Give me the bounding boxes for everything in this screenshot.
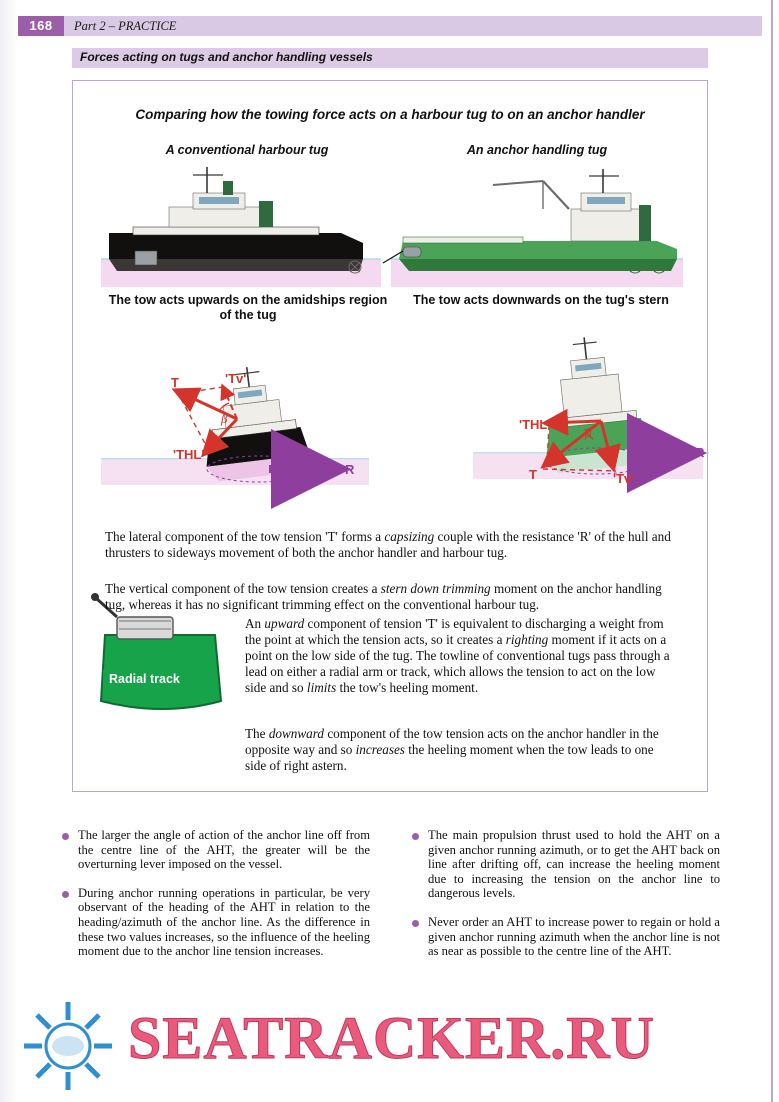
svg-text:β: β — [585, 425, 592, 440]
svg-text:'THL': 'THL' — [173, 447, 205, 462]
p1-part-b: couple with the resistance 'R' of the hull and thrusters to sideways movement of both the anchor handler and harbour tug. — [105, 529, 671, 560]
svg-text:R: R — [345, 462, 355, 477]
p3-part-a: An — [245, 616, 265, 631]
p3-italic-3: limits — [306, 680, 337, 695]
p4-part-b: component of the tow tension acts on the anchor handler in the opposite way and so — [245, 726, 659, 757]
section-banner-label: Forces acting on tugs and anchor handling vessels — [80, 50, 373, 64]
harbour-tug-force-diagram — [101, 361, 369, 485]
sun-logo-icon — [8, 996, 128, 1096]
list-item: During anchor running operations in particular, be very observant of the heading of the AHT in relation to the heading/azimuth of the anchor line. As the difference in these two values increases, so the influence of the heeling moment due to the anchor line tension increases. — [60, 886, 370, 959]
svg-text:'Tv': 'Tv' — [613, 471, 635, 486]
p3-italic-1: upward — [264, 616, 305, 631]
p3-part-c: moment if it acts on a point on the low side of the tug. The towline of conventional tugs pass through a lead on either a radial arm or track, which allows the tension to act on the low side and so — [245, 632, 670, 695]
p4-italic-1: downward — [268, 726, 325, 741]
p4-italic-2: increases — [355, 742, 405, 757]
p2-part-a: The vertical component of the tow tension creates a — [105, 581, 381, 596]
figure-subtitle-left: A conventional harbour tug — [165, 143, 329, 157]
list-item: The main propulsion thrust used to hold the AHT on a given anchor running azimuth, or to get the AHT back on line after drifting off, can increase the heeling moment due to increasing the tension on the anchor line to dangerous levels. — [410, 828, 720, 901]
svg-text:T: T — [529, 467, 537, 482]
harbour-tug-profile — [101, 167, 381, 287]
section-banner — [72, 48, 708, 68]
watermark — [0, 988, 779, 1098]
running-head — [18, 16, 762, 36]
p3-italic-2: righting — [505, 632, 549, 647]
bullet-column-left — [60, 828, 370, 973]
list-item: The larger the angle of action of the anchor line off from the centre line of the AHT, the greater will be the overturning lever imposed on the vessel. — [60, 828, 370, 872]
p2-italic: stern down trimming — [380, 581, 491, 596]
figure-caption-left: The tow acts upwards on the amidships region of the tug — [108, 293, 388, 322]
page-right-rule — [771, 0, 773, 1102]
page-left-edge — [0, 0, 18, 1102]
watermark-text: SEATRACKER.RU — [128, 1005, 655, 1071]
svg-text:β: β — [221, 411, 228, 426]
figure-subtitle-right: An anchor handling tug — [466, 143, 608, 157]
bullet-column-right — [410, 828, 720, 973]
anchor-handler-force-diagram — [473, 332, 709, 486]
running-head-title: Part 2 – PRACTICE — [74, 19, 177, 33]
figure-caption-right: The tow acts downwards on the tug's stern — [413, 293, 669, 307]
p3-part-d: the tow's heeling moment. — [336, 680, 479, 695]
p2-part-b: moment on the anchor handling tug, whereas it has no significant trimming effect on the conventional harbour tug. — [105, 581, 662, 612]
svg-text:'Tv': 'Tv' — [225, 371, 247, 386]
p3-part-b: component of tension 'T' is equivalent to discharging a weight from the point at which the tension acts, so it creates a — [245, 616, 664, 647]
svg-text:T: T — [171, 375, 179, 390]
p1-italic: capsizing — [384, 529, 435, 544]
figure-paragraph-3 — [245, 616, 677, 696]
svg-text:'THL': 'THL' — [519, 417, 551, 432]
p4-part-c: the heeling moment when the tow leads to one side of right astern. — [245, 742, 654, 773]
figure-paragraph-2 — [105, 581, 679, 613]
svg-text:R: R — [695, 445, 705, 460]
p4-part-a: The — [245, 726, 269, 741]
page-number: 168 — [18, 16, 64, 36]
figure-paragraph-1 — [105, 529, 679, 561]
figure-box — [72, 80, 708, 792]
p1-part-a: The lateral component of the tow tension 'T' forms a — [105, 529, 385, 544]
figure-title: Comparing how the towing force acts on a harbour tug to on an anchor handler — [135, 107, 645, 122]
anchor-handling-tug-profile — [383, 169, 683, 287]
figure-paragraph-4 — [245, 726, 677, 774]
list-item: Never order an AHT to increase power to regain or hold a given anchor running azimuth when the anchor line is not as near as possible to the centre line of the AHT. — [410, 915, 720, 959]
svg-text:Radial track: Radial track — [109, 672, 180, 686]
